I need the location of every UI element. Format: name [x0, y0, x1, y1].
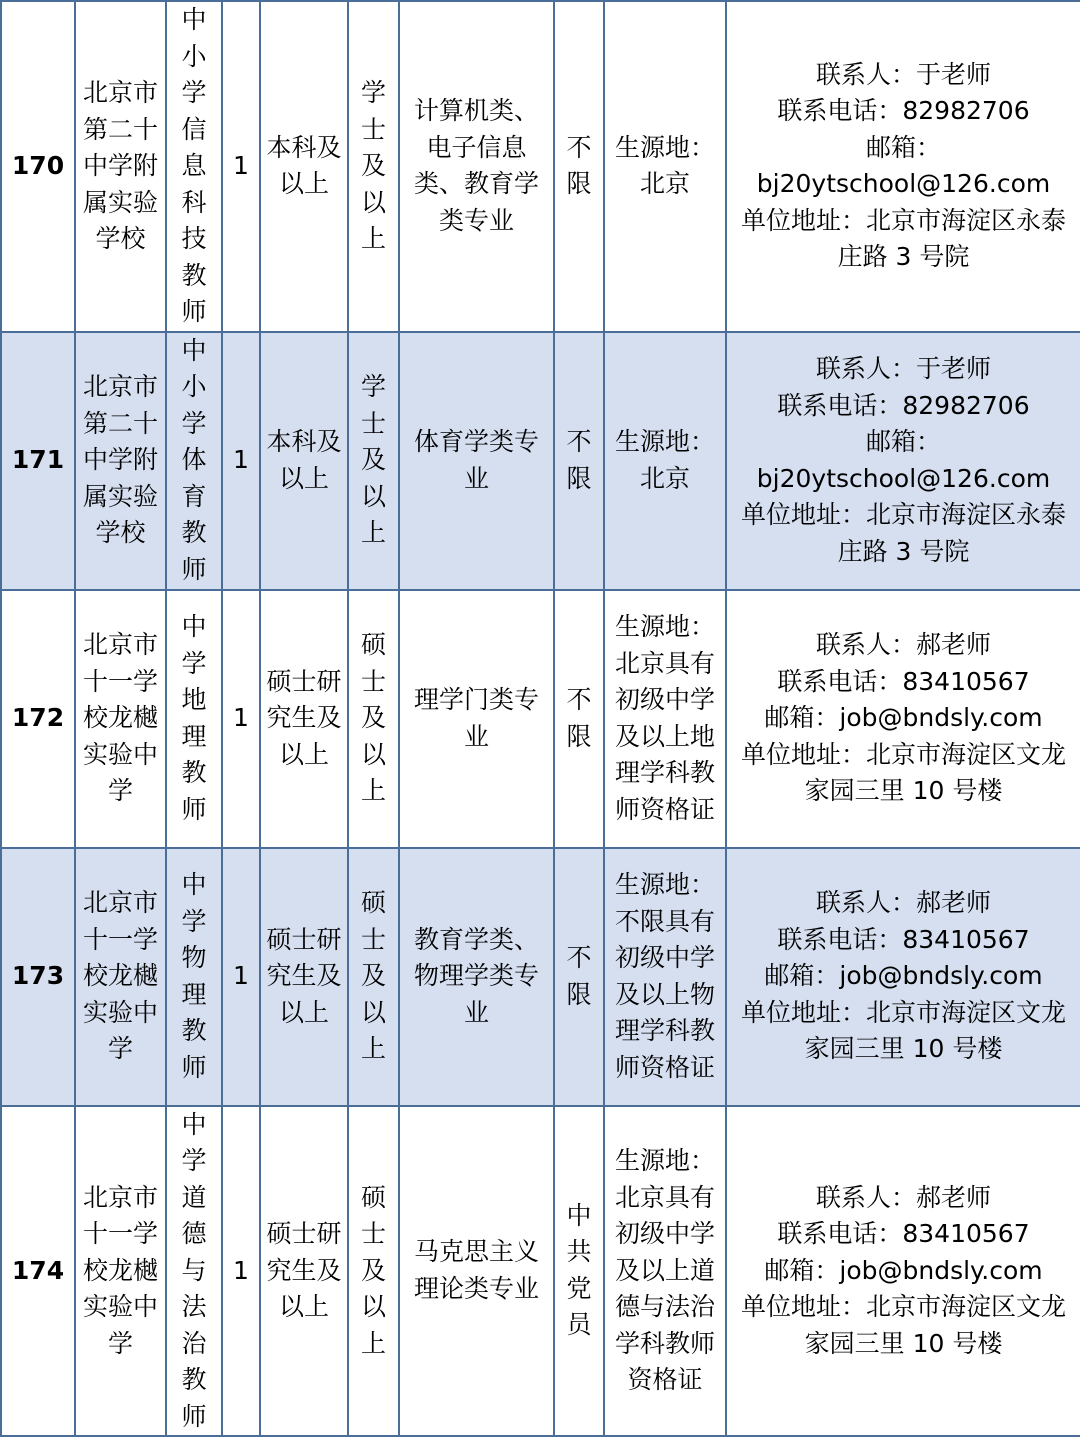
contact-address: 单位地址：北京市海淀区文龙家园三里 10 号楼	[740, 1292, 1066, 1358]
political-status: 中共党员	[554, 1106, 604, 1437]
hire-count: 1	[222, 848, 260, 1106]
contact-phone: 联系电话：82982706	[777, 390, 1030, 420]
political-status: 不限	[554, 590, 604, 848]
position-name: 中学地理教师	[166, 590, 222, 848]
table-row	[1, 848, 1080, 1106]
degree-requirement: 学士及以上	[348, 332, 399, 590]
other-requirement: 生源地：北京	[604, 1, 726, 332]
contact-email-label: 邮箱：	[865, 132, 941, 162]
contact-address: 单位地址：北京市海淀区文龙家园三里 10 号楼	[740, 739, 1066, 806]
contact-info	[726, 1106, 1080, 1437]
contact-phone: 联系电话：83410567	[777, 1219, 1030, 1248]
contact-email-label: 邮箱：	[865, 427, 941, 456]
education-requirement: 硕士研究生及以上	[260, 590, 348, 848]
contact-email: bj20ytschool@126.com	[756, 169, 1051, 199]
table-row	[1, 590, 1080, 848]
position-name: 中小学体育教师	[166, 332, 222, 590]
contact-info	[726, 332, 1080, 590]
table-row	[1, 1, 1080, 332]
education-requirement: 硕士研究生及以上	[260, 848, 348, 1106]
major-requirement: 体育学类专业	[399, 332, 554, 590]
major-requirement: 计算机类、电子信息类、教育学类专业	[399, 1, 554, 332]
row-number: 174	[1, 1106, 75, 1437]
contact-info	[726, 590, 1080, 848]
contact-person: 联系人：郝老师	[815, 630, 991, 660]
school-name: 北京市十一学校龙樾实验中学	[75, 590, 166, 848]
position-name: 中学道德与法治教师	[166, 1106, 222, 1437]
row-number: 170	[1, 1, 75, 332]
major-requirement: 马克思主义理论类专业	[399, 1106, 554, 1437]
political-status: 不限	[554, 848, 604, 1106]
row-number: 171	[1, 332, 75, 590]
school-name: 北京市十一学校龙樾实验中学	[75, 848, 166, 1106]
other-requirement: 生源地：北京具有初级中学及以上地理学科教师资格证	[604, 590, 726, 848]
school-name: 北京市十一学校龙樾实验中学	[75, 1106, 166, 1437]
contact-address: 单位地址：北京市海淀区永泰庄路 3 号院	[740, 500, 1066, 566]
position-name: 中小学信息科技教师	[166, 1, 222, 332]
other-requirement: 生源地：北京具有初级中学及以上道德与法治学科教师资格证	[604, 1106, 726, 1437]
position-name: 中学物理教师	[166, 848, 222, 1106]
degree-requirement: 硕士及以上	[348, 1106, 399, 1437]
political-status: 不限	[554, 332, 604, 590]
contact-phone: 联系电话：82982706	[777, 96, 1030, 126]
other-requirement: 生源地：北京	[604, 332, 726, 590]
other-requirement: 生源地：不限具有初级中学及以上物理学科教师资格证	[604, 848, 726, 1106]
education-requirement: 硕士研究生及以上	[260, 1106, 348, 1437]
school-name: 北京市第二十中学附属实验学校	[75, 332, 166, 590]
contact-email: 邮箱：job@bndsly.com	[764, 703, 1043, 733]
contact-person: 联系人：郝老师	[815, 1182, 991, 1212]
contact-address: 单位地址：北京市海淀区文龙家园三里 10 号楼	[740, 997, 1066, 1064]
education-requirement: 本科及以上	[260, 332, 348, 590]
row-number: 173	[1, 848, 75, 1106]
row-number: 172	[1, 590, 75, 848]
degree-requirement: 学士及以上	[348, 1, 399, 332]
hire-count: 1	[222, 1, 260, 332]
table-row	[1, 1106, 1080, 1437]
table-row	[1, 332, 1080, 590]
contact-person: 联系人：于老师	[815, 59, 991, 89]
contact-email: 邮箱：job@bndsly.com	[764, 961, 1043, 991]
contact-email: bj20ytschool@126.com	[756, 463, 1051, 493]
contact-email: 邮箱：job@bndsly.com	[764, 1255, 1043, 1285]
contact-person: 联系人：郝老师	[815, 888, 991, 918]
contact-person: 联系人：于老师	[815, 354, 991, 383]
education-requirement: 本科及以上	[260, 1, 348, 332]
hire-count: 1	[222, 1106, 260, 1437]
major-requirement: 理学门类专业	[399, 590, 554, 848]
hire-count: 1	[222, 332, 260, 590]
contact-info	[726, 1, 1080, 332]
major-requirement: 教育学类、物理学类专业	[399, 848, 554, 1106]
political-status: 不限	[554, 1, 604, 332]
contact-phone: 联系电话：83410567	[777, 924, 1030, 954]
contact-phone: 联系电话：83410567	[777, 666, 1030, 696]
school-name: 北京市第二十中学附属实验学校	[75, 1, 166, 332]
contact-address: 单位地址：北京市海淀区永泰庄路 3 号院	[740, 205, 1066, 272]
degree-requirement: 硕士及以上	[348, 590, 399, 848]
degree-requirement: 硕士及以上	[348, 848, 399, 1106]
contact-info	[726, 848, 1080, 1106]
hire-count: 1	[222, 590, 260, 848]
